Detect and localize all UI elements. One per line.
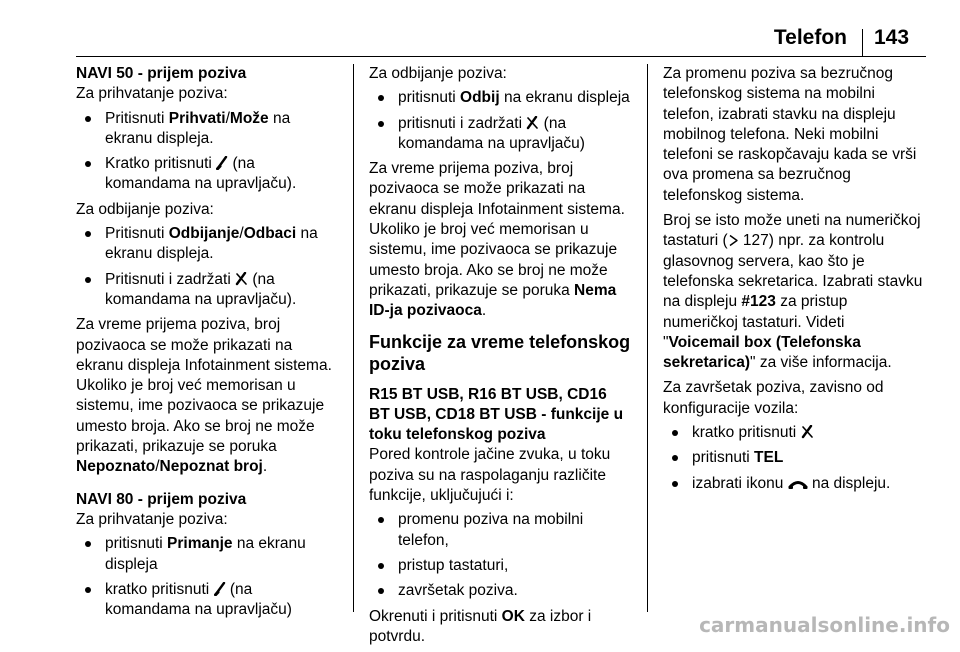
bullet [85,541,91,547]
phone-reject-icon [235,272,248,286]
phone-reject-icon [526,116,539,130]
accept-intro: Za prihvatanje poziva: [76,85,228,103]
list-item: Kratko pritisnuti (na komandama na upravljaču). [76,154,338,195]
column-divider [353,64,354,612]
list-item: Pritisnuti Odbijanje/Odbaci na ekranu displeja. [76,224,338,265]
heading-navi80: NAVI 80 - prijem poziva [76,490,247,508]
bullet [85,587,91,593]
column-1 [76,64,338,625]
bullet [85,231,91,237]
sub-heading: R15 BT USB, R16 BT USB, CD16 BT USB, CD18 BT USB - funkcije u toku telefonskog poziva [369,385,624,444]
column-2 [369,64,631,652]
bullet [672,481,678,487]
list-item: Pritisnuti Prihvati/Može na ekranu displeja. [76,109,338,150]
column-divider [647,64,648,612]
bullet [85,277,91,283]
heading-navi50: NAVI 50 - prijem poziva [76,65,247,82]
phone-hangup-icon [788,478,808,490]
list-item: pritisnuti Primanje na ekranu displeja [76,534,338,575]
functions-paragraph: Pored kontrole jačine zvuka, u toku poziva su na raspolaganju različite funkcije, uključujući i: [369,446,611,505]
functions-list [369,510,631,601]
bullet [85,116,91,122]
switch-call-paragraph: Za promenu poziva sa bezručnog telefonskog sistema na mobilni telefon, izabrati stavku na displeju mobilnog telefona. Neki mobilni telefoni se raskopčavaju kada se vrši ova promena sa bezručnog telefonskog sistema. [663,65,917,204]
list-item: pritisnuti i zadržati (na komandama na upravljaču) [369,114,631,155]
phone-reject-icon [801,425,814,439]
column-3 [663,64,925,499]
list-item: pristup tastaturi, [369,556,631,576]
list-item: kratko pritisnuti (na komandama na upravljaču) [76,580,338,621]
end-call-intro: Za završetak poziva, zavisno od konfiguracije vozila: [663,379,884,417]
page-number: 143 [874,26,910,49]
ok-paragraph: Okrenuti i pritisnuti OK za izbor i potvrdu. [369,607,592,645]
reject-intro: Za odbijanje poziva: [369,65,507,82]
bullet [672,430,678,436]
phone-accept-icon [214,582,226,596]
bullet [378,563,384,569]
page-title: Telefon [773,26,847,49]
bullet [672,455,678,461]
phone-accept-icon [216,156,228,170]
incoming-call-paragraph: Za vreme prijema poziva, broj pozivaoca se može prikazati na ekranu displeja Infotainment sistema. Ukoliko je broj već memorisan u sistemu, ime pozivaoca se prikazuje umesto broja. Ako se broj ne može prikazati, prikazuje se poruka Nepoznato/Nepoznat broj. [76,316,332,476]
bullet [378,95,384,101]
bullet [378,588,384,594]
bullet [378,121,384,127]
header-rule [76,56,926,57]
header-divider [862,29,863,56]
reference-arrow-icon [728,234,739,247]
list-item: pritisnuti Odbij na ekranu displeja [369,88,631,108]
accept-list [76,109,338,195]
list-item: promenu poziva na mobilni telefon, [369,510,631,551]
page-header [0,0,960,56]
list-item: kratko pritisnuti [663,423,925,443]
accept-intro: Za prihvatanje poziva: [76,510,228,528]
section-title: Funkcije za vreme telefonskog poziva [369,331,631,374]
incoming-call-paragraph: Za vreme prijema poziva, broj pozivaoca se može prikazati na ekranu displeja Infotainment sistema. Ukoliko je broj već memorisan u sistemu, ime pozivaoca se prikazuje umesto broja. Ako se broj ne može prikazati, prikazuje se poruka Nema ID-ja pozivaoca. [369,160,625,320]
keypad-paragraph: Broj se isto može uneti na numeričkoj tastaturi ( 127) npr. za kontrolu glasovnog servera, kao što je telefonska sekretarica. Izabrati stavku na displeju #123 za pristup numeričkoj tastaturi. Videti "Voicemail box (Telefonska sekretarica)" za više informacija. [663,212,923,372]
list-item: Pritisnuti i zadržati (na komandama na upravljaču). [76,270,338,311]
watermark: carmanualsonline.info [699,613,950,637]
reject-list [76,224,338,310]
end-call-list [663,423,925,494]
bullet [378,517,384,523]
reject-intro: Za odbijanje poziva: [76,200,214,218]
accept-list [76,534,338,620]
list-item: završetak poziva. [369,581,631,601]
bullet [85,161,91,167]
reject-list [369,88,631,154]
list-item: pritisnuti TEL [663,448,925,468]
list-item: izabrati ikonu na displeju. [663,474,925,494]
